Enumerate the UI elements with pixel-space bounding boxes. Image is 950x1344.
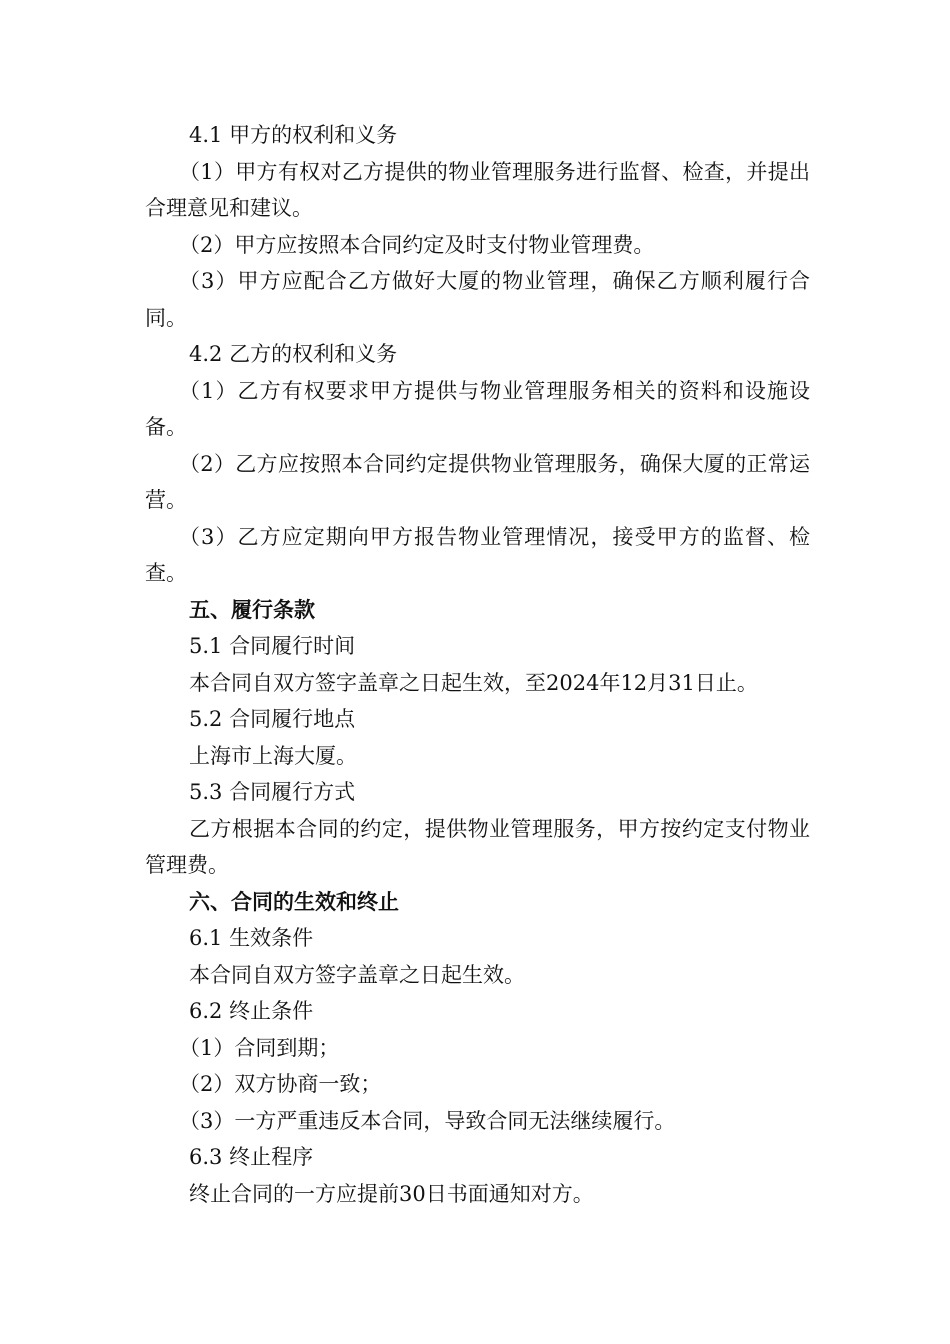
clause-6-2-title: 6.2 终止条件 xyxy=(189,999,314,1023)
clause-4-2-title: 4.2 乙方的权利和义务 xyxy=(189,342,398,366)
clause-5-1-title: 5.1 合同履行时间 xyxy=(189,634,356,658)
clause-6-2-item-1: （1）合同到期； xyxy=(179,1035,340,1060)
clause-5-3-body: 乙方根据本合同的约定，提供物业管理服务，甲方按约定支付物业管理费。 xyxy=(145,816,810,877)
clause-5-2-body: 上海市上海大厦。 xyxy=(189,743,357,768)
clause-6-1-body: 本合同自双方签字盖章之日起生效。 xyxy=(189,962,525,987)
section-5-heading: 五、履行条款 xyxy=(189,596,315,622)
clause-5-1-body: 本合同自双方签字盖章之日起生效，至2024年12月31日止。 xyxy=(189,670,758,695)
clause-5-2-title: 5.2 合同履行地点 xyxy=(189,707,356,731)
clause-6-3-title: 6.3 终止程序 xyxy=(189,1145,314,1169)
document-body xyxy=(145,117,810,1212)
clause-6-3-body: 终止合同的一方应提前30日书面通知对方。 xyxy=(189,1181,594,1206)
clause-4-1-item-1: （1）甲方有权对乙方提供的物业管理服务进行监督、检查，并提出合理意见和建议。 xyxy=(145,159,810,220)
clause-6-2-item-3: （3）一方严重违反本合同，导致合同无法继续履行。 xyxy=(179,1108,676,1133)
clause-4-2-item-2: （2）乙方应按照本合同约定提供物业管理服务，确保大厦的正常运营。 xyxy=(145,451,810,512)
clause-4-1-item-2: （2）甲方应按照本合同约定及时支付物业管理费。 xyxy=(179,232,655,257)
clause-6-2-item-2: （2）双方协商一致； xyxy=(179,1072,382,1096)
clause-4-2-item-1: （1）乙方有权要求甲方提供与物业管理服务相关的资料和设施设备。 xyxy=(145,378,810,439)
clause-4-2-item-3: （3）乙方应定期向甲方报告物业管理情况，接受甲方的监督、检查。 xyxy=(145,524,810,585)
clause-4-1-item-3: （3）甲方应配合乙方做好大厦的物业管理，确保乙方顺利履行合同。 xyxy=(145,269,810,330)
section-6-heading: 六、合同的生效和终止 xyxy=(189,888,399,914)
clause-4-1-title: 4.1 甲方的权利和义务 xyxy=(189,123,398,147)
clause-6-1-title: 6.1 生效条件 xyxy=(189,926,314,950)
clause-5-3-title: 5.3 合同履行方式 xyxy=(189,780,356,804)
